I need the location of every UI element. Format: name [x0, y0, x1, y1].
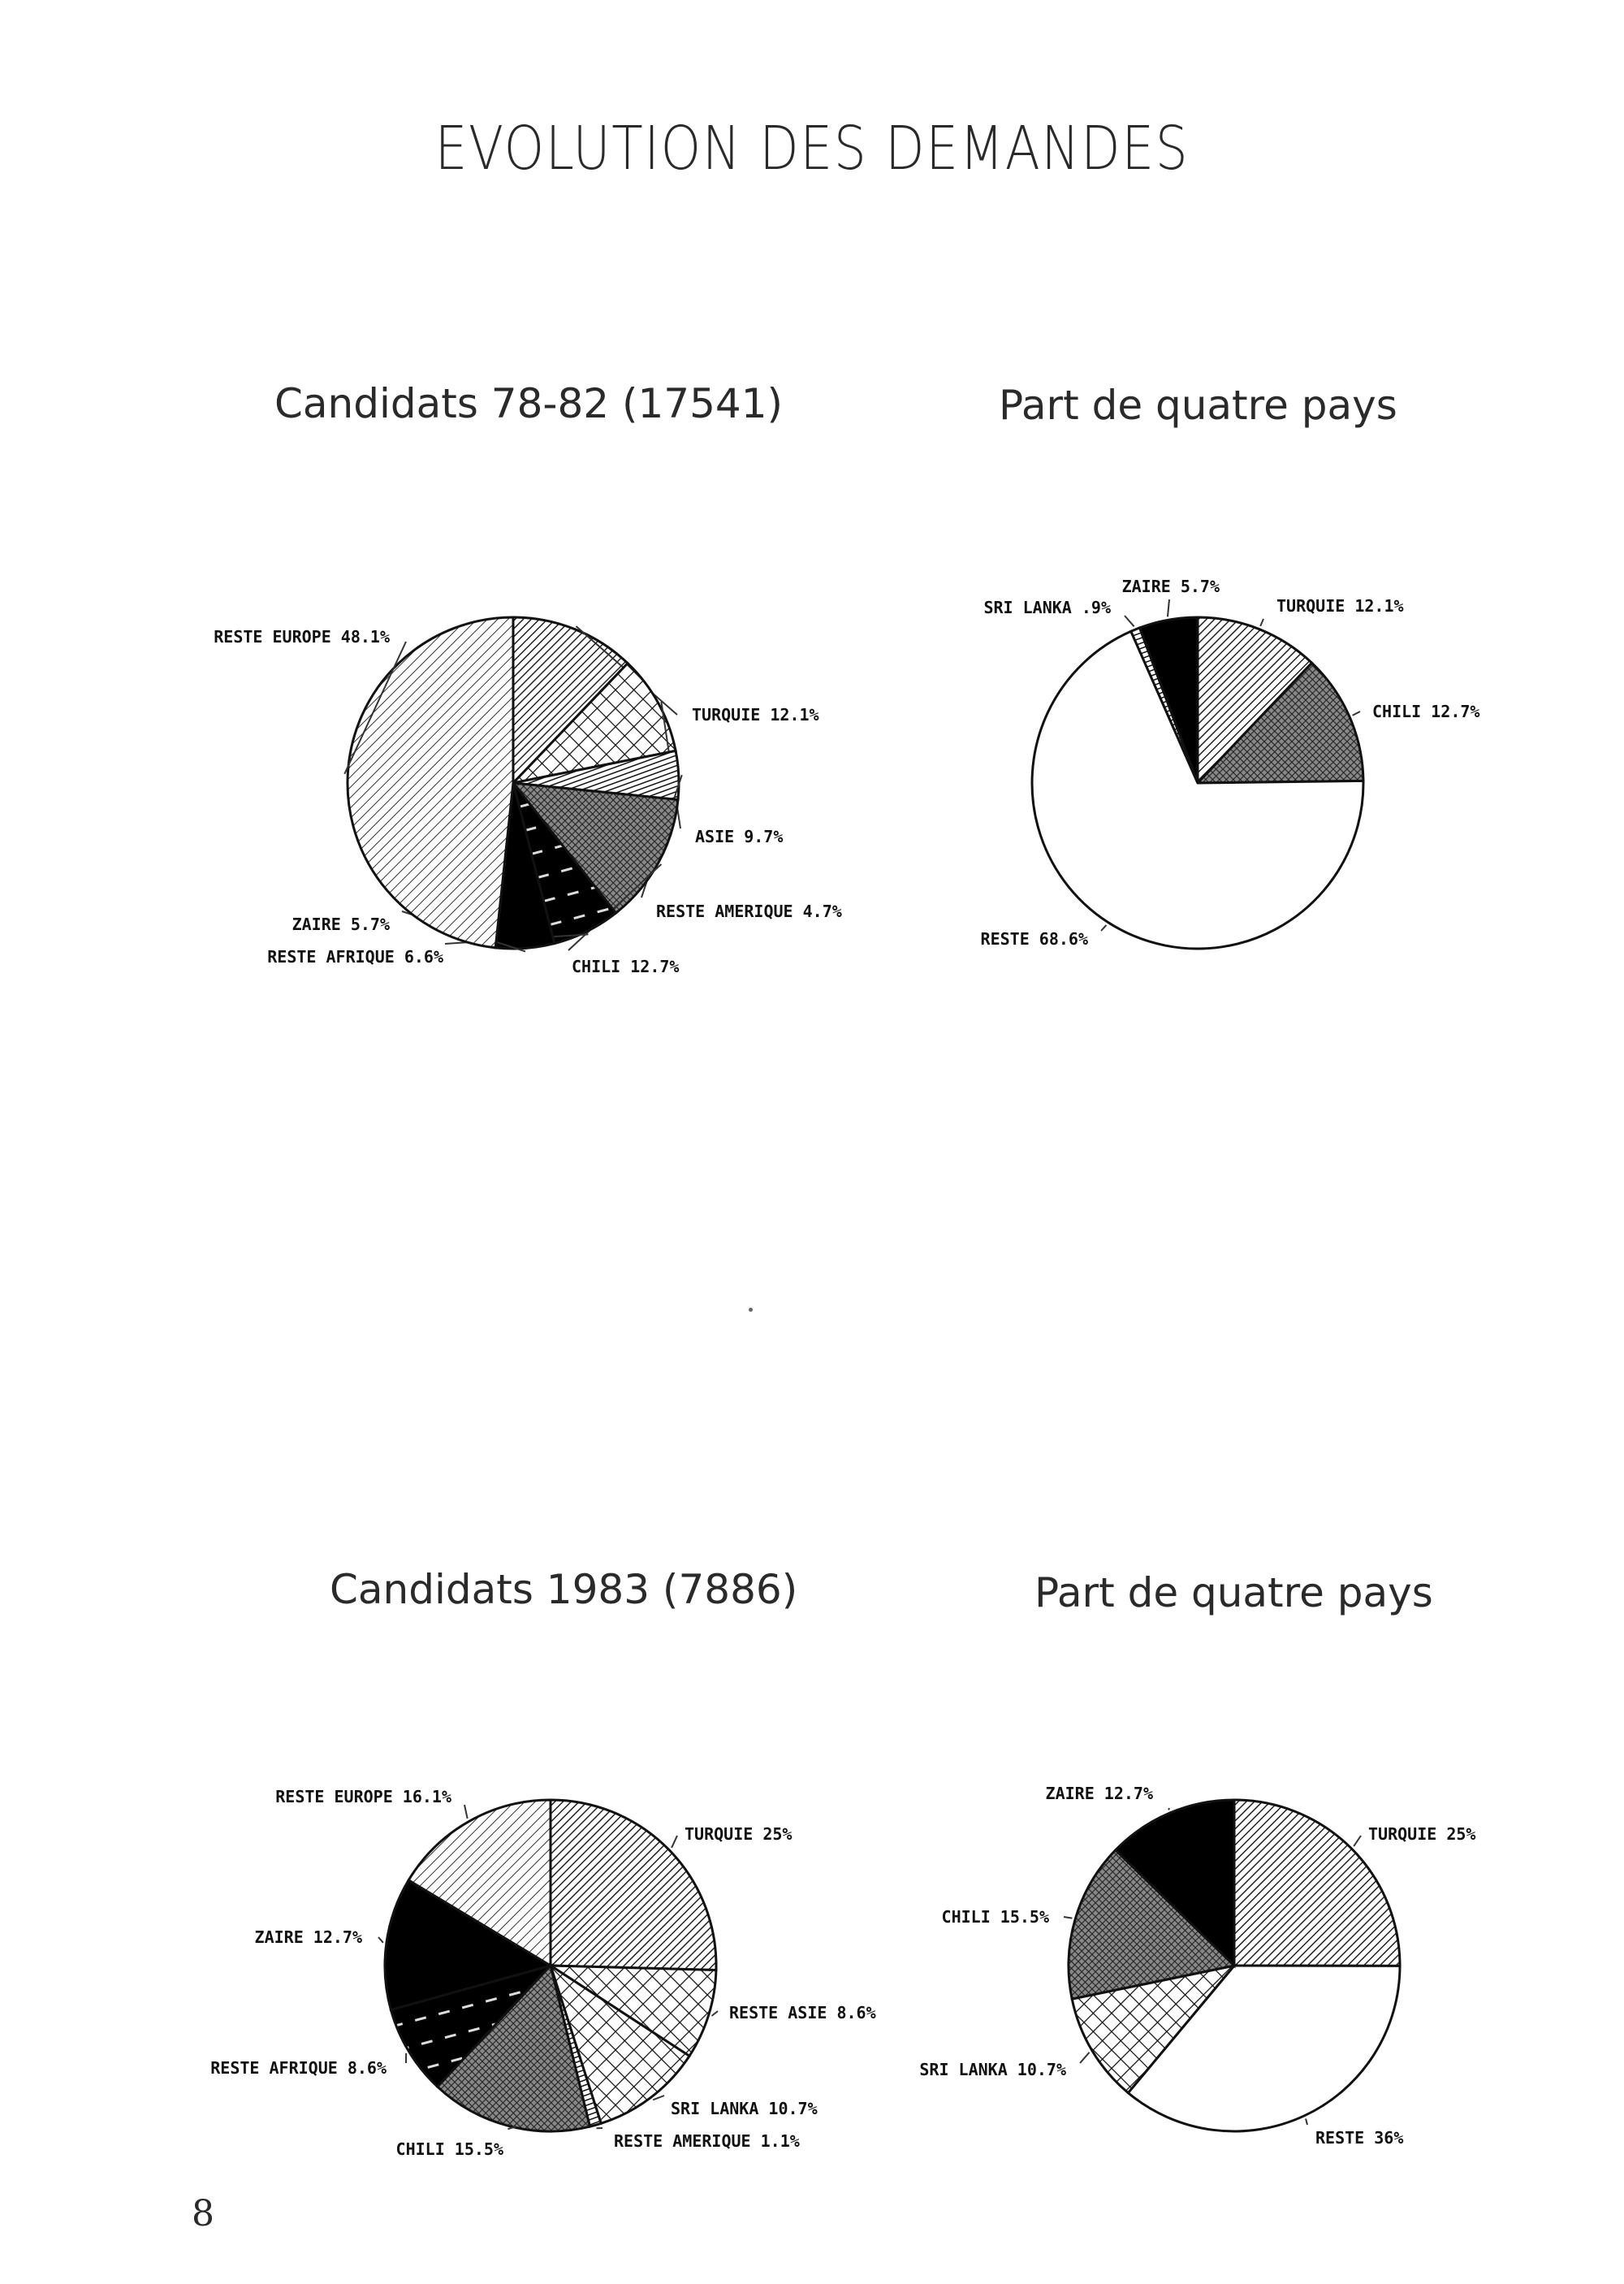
pie-chart-3 [210, 1787, 875, 2159]
leader-line [1354, 1836, 1361, 1846]
slice-label: RESTE EUROPE 16.1% [275, 1787, 451, 1806]
slice-label: TURQUIE 25% [685, 1824, 793, 1844]
chart-title-candidats-1983: Candidats 1983 (7886) [330, 1566, 798, 1613]
leader-line [653, 2096, 664, 2100]
slice-label: TURQUIE 25% [1368, 1824, 1476, 1844]
leader-line [1168, 1808, 1169, 1810]
leader-line [1064, 1917, 1072, 1918]
leader-line [1125, 616, 1134, 626]
slice-label: ZAIRE 12.7% [254, 1927, 362, 1947]
chart-title-part-quatre-pays-78-82: Part de quatre pays [999, 382, 1397, 429]
slice-label: TURQUIE 12.1% [1276, 596, 1404, 616]
pie-chart-4 [919, 1784, 1475, 2148]
slice-label: ZAIRE 5.7% [1121, 577, 1220, 596]
chart-title-candidats-78-82: Candidats 78-82 (17541) [274, 380, 784, 427]
pie-chart-2 [981, 577, 1480, 949]
leader-line [1080, 2053, 1090, 2063]
leader-line [1260, 619, 1263, 626]
slice-label: RESTE AFRIQUE 8.6% [210, 2058, 387, 2078]
stray-mark [749, 1308, 753, 1312]
slice-label: ZAIRE 12.7% [1045, 1784, 1153, 1803]
slice-label: RESTE ASIE 8.6% [729, 2003, 876, 2022]
slice-label: ASIE 9.7% [695, 827, 784, 846]
leader-line [378, 1937, 383, 1943]
leader-line [1353, 712, 1360, 716]
leader-line [1101, 925, 1106, 931]
leader-line [712, 2011, 718, 2016]
slice-label: TURQUIE 12.1% [692, 705, 819, 725]
slice-label: RESTE AMERIQUE 4.7% [656, 902, 842, 921]
page-number: 8 [192, 2193, 214, 2234]
slice-label: CHILI 15.5% [941, 1907, 1049, 1927]
leader-line [1306, 2118, 1307, 2125]
leader-line [1168, 599, 1169, 616]
slice-label: RESTE AFRIQUE 6.6% [267, 947, 443, 967]
page-title: EVOLUTION DES DEMANDES [434, 114, 1190, 184]
chart-title-part-quatre-pays-1983: Part de quatre pays [1034, 1569, 1433, 1616]
slice-label: SRI LANKA 10.7% [671, 2099, 818, 2118]
slice-label: RESTE EUROPE 48.1% [214, 627, 390, 647]
slice-label: CHILI 12.7% [1372, 702, 1480, 721]
slice-label: ZAIRE 5.7% [292, 915, 390, 934]
slice-label: RESTE AMERIQUE 1.1% [614, 2131, 800, 2151]
slice-label: SRI LANKA .9% [983, 598, 1111, 617]
leader-line [672, 1836, 677, 1848]
slice-label: RESTE 36% [1315, 2128, 1404, 2148]
pie-chart-1 [214, 617, 842, 976]
pie-slice [348, 617, 513, 948]
slice-label: CHILI 12.7% [572, 957, 680, 976]
slice-label: RESTE 68.6% [980, 929, 1088, 949]
slice-label: SRI LANKA 10.7% [919, 2060, 1066, 2079]
slice-label: CHILI 15.5% [395, 2139, 503, 2159]
leader-line [464, 1805, 468, 1819]
